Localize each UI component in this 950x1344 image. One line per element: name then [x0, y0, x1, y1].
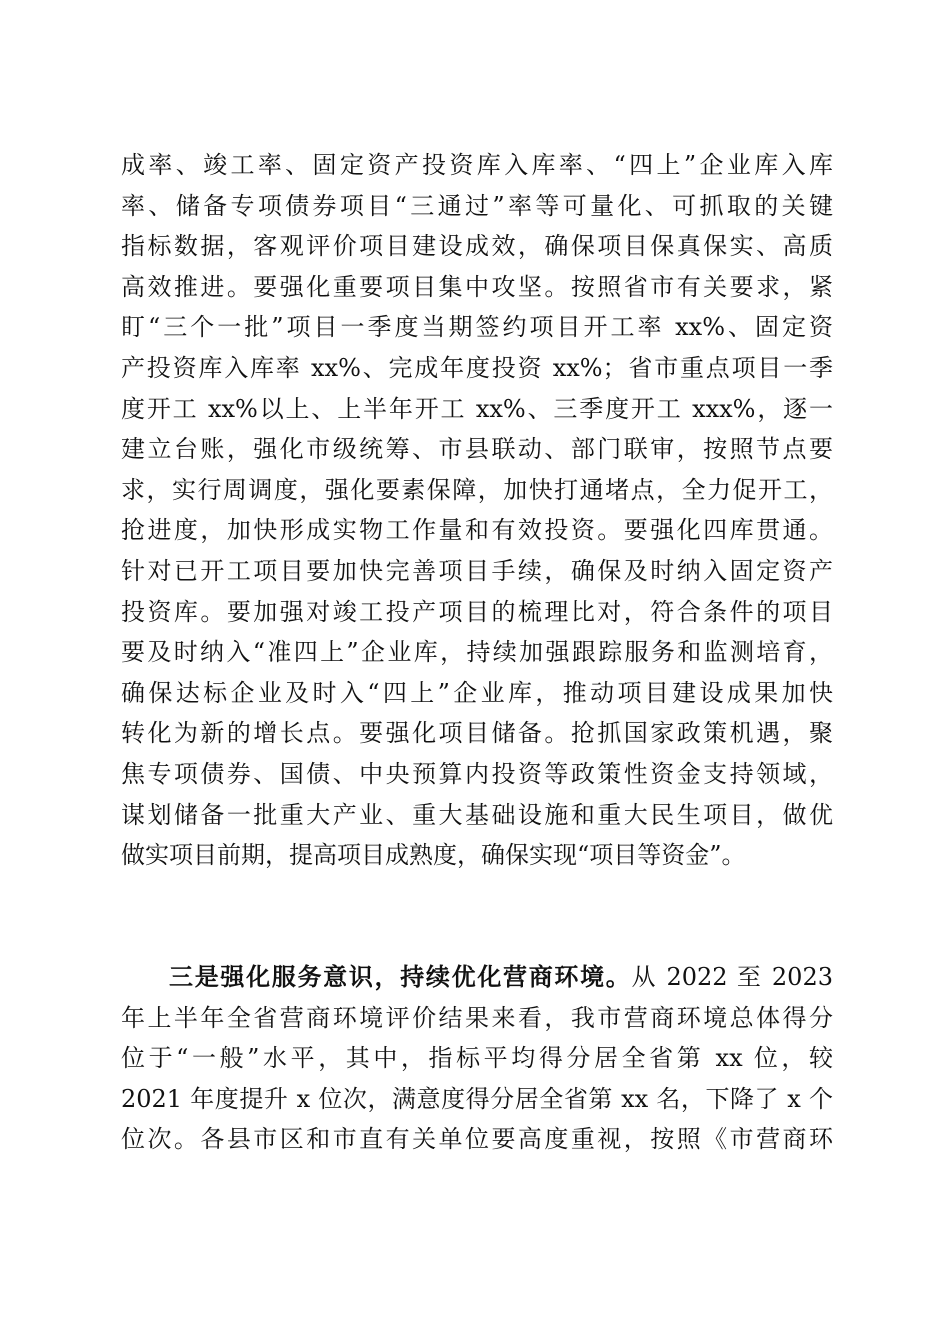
- text-line: 投资库。要加强对竣工投产项目的梳理比对，符合条件的项目: [121, 597, 833, 626]
- paragraph-heading: 三是强化服务意识，持续优化营商环境。: [169, 962, 632, 991]
- text-line: 谋划储备一批重大产业、重大基础设施和重大民生项目，做优: [121, 800, 833, 829]
- text-line: 指标数据，客观评价项目建设成效，确保项目保真保实、高质: [121, 232, 833, 261]
- text-line: 位次。各县市区和市直有关单位要高度重视，按照《市营商环: [121, 1125, 833, 1154]
- text-line: 率、储备专项债券项目“三通过”率等可量化、可抓取的关键: [121, 191, 833, 220]
- text-line: 建立台账，强化市级统筹、市县联动、部门联审，按照节点要: [121, 435, 833, 464]
- text-line: 确保达标企业及时入“四上”企业库，推动项目建设成果加快: [121, 678, 833, 707]
- text-line: 焦专项债券、国债、中央预算内投资等政策性资金支持领域，: [121, 759, 833, 788]
- text-line: 产投资库入库率 xx%、完成年度投资 xx%；省市重点项目一季: [121, 353, 833, 382]
- text-line: 2021 年度提升 x 位次，满意度得分居全省第 xx 名，下降了 x 个: [121, 1084, 833, 1113]
- text-line: 求，实行周调度，强化要素保障，加快打通堵点，全力促开工，: [121, 475, 833, 504]
- text-line: 做实项目前期，提高项目成熟度，确保实现“项目等资金”。: [121, 841, 746, 870]
- text-line: 盯“三个一批”项目一季度当期签约项目开工率 xx%、固定资: [121, 313, 833, 342]
- paragraph-project-indicators: [121, 145, 833, 876]
- text-line: 要及时纳入“准四上”企业库，持续加强跟踪服务和监测培育，: [121, 638, 833, 667]
- text-line: 抢进度，加快形成实物工作量和有效投资。要强化四库贯通。: [121, 516, 833, 545]
- text-line: 度开工 xx%以上、上半年开工 xx%、三季度开工 xxx%，逐一: [121, 394, 833, 423]
- text-line: 针对已开工项目要加快完善项目手续，确保及时纳入固定资产: [121, 556, 833, 585]
- text-line: 位于“一般”水平，其中，指标平均得分居全省第 xx 位，较: [121, 1044, 833, 1073]
- text-line: 高效推进。要强化重要项目集中攻坚。按照省市有关要求，紧: [121, 272, 833, 301]
- text-line: 年上半年全省营商环境评价结果来看，我市营商环境总体得分: [121, 1003, 833, 1032]
- paragraph-business-environment: [121, 957, 833, 1160]
- text-line: 成率、竣工率、固定资产投资库入库率、“四上”企业库入库: [121, 151, 833, 179]
- heading-line-rest: 从 2022 至 2023: [631, 963, 833, 991]
- text-line: 转化为新的增长点。要强化项目储备。抢抓国家政策机遇，聚: [121, 719, 833, 748]
- text-line-first: [121, 957, 833, 998]
